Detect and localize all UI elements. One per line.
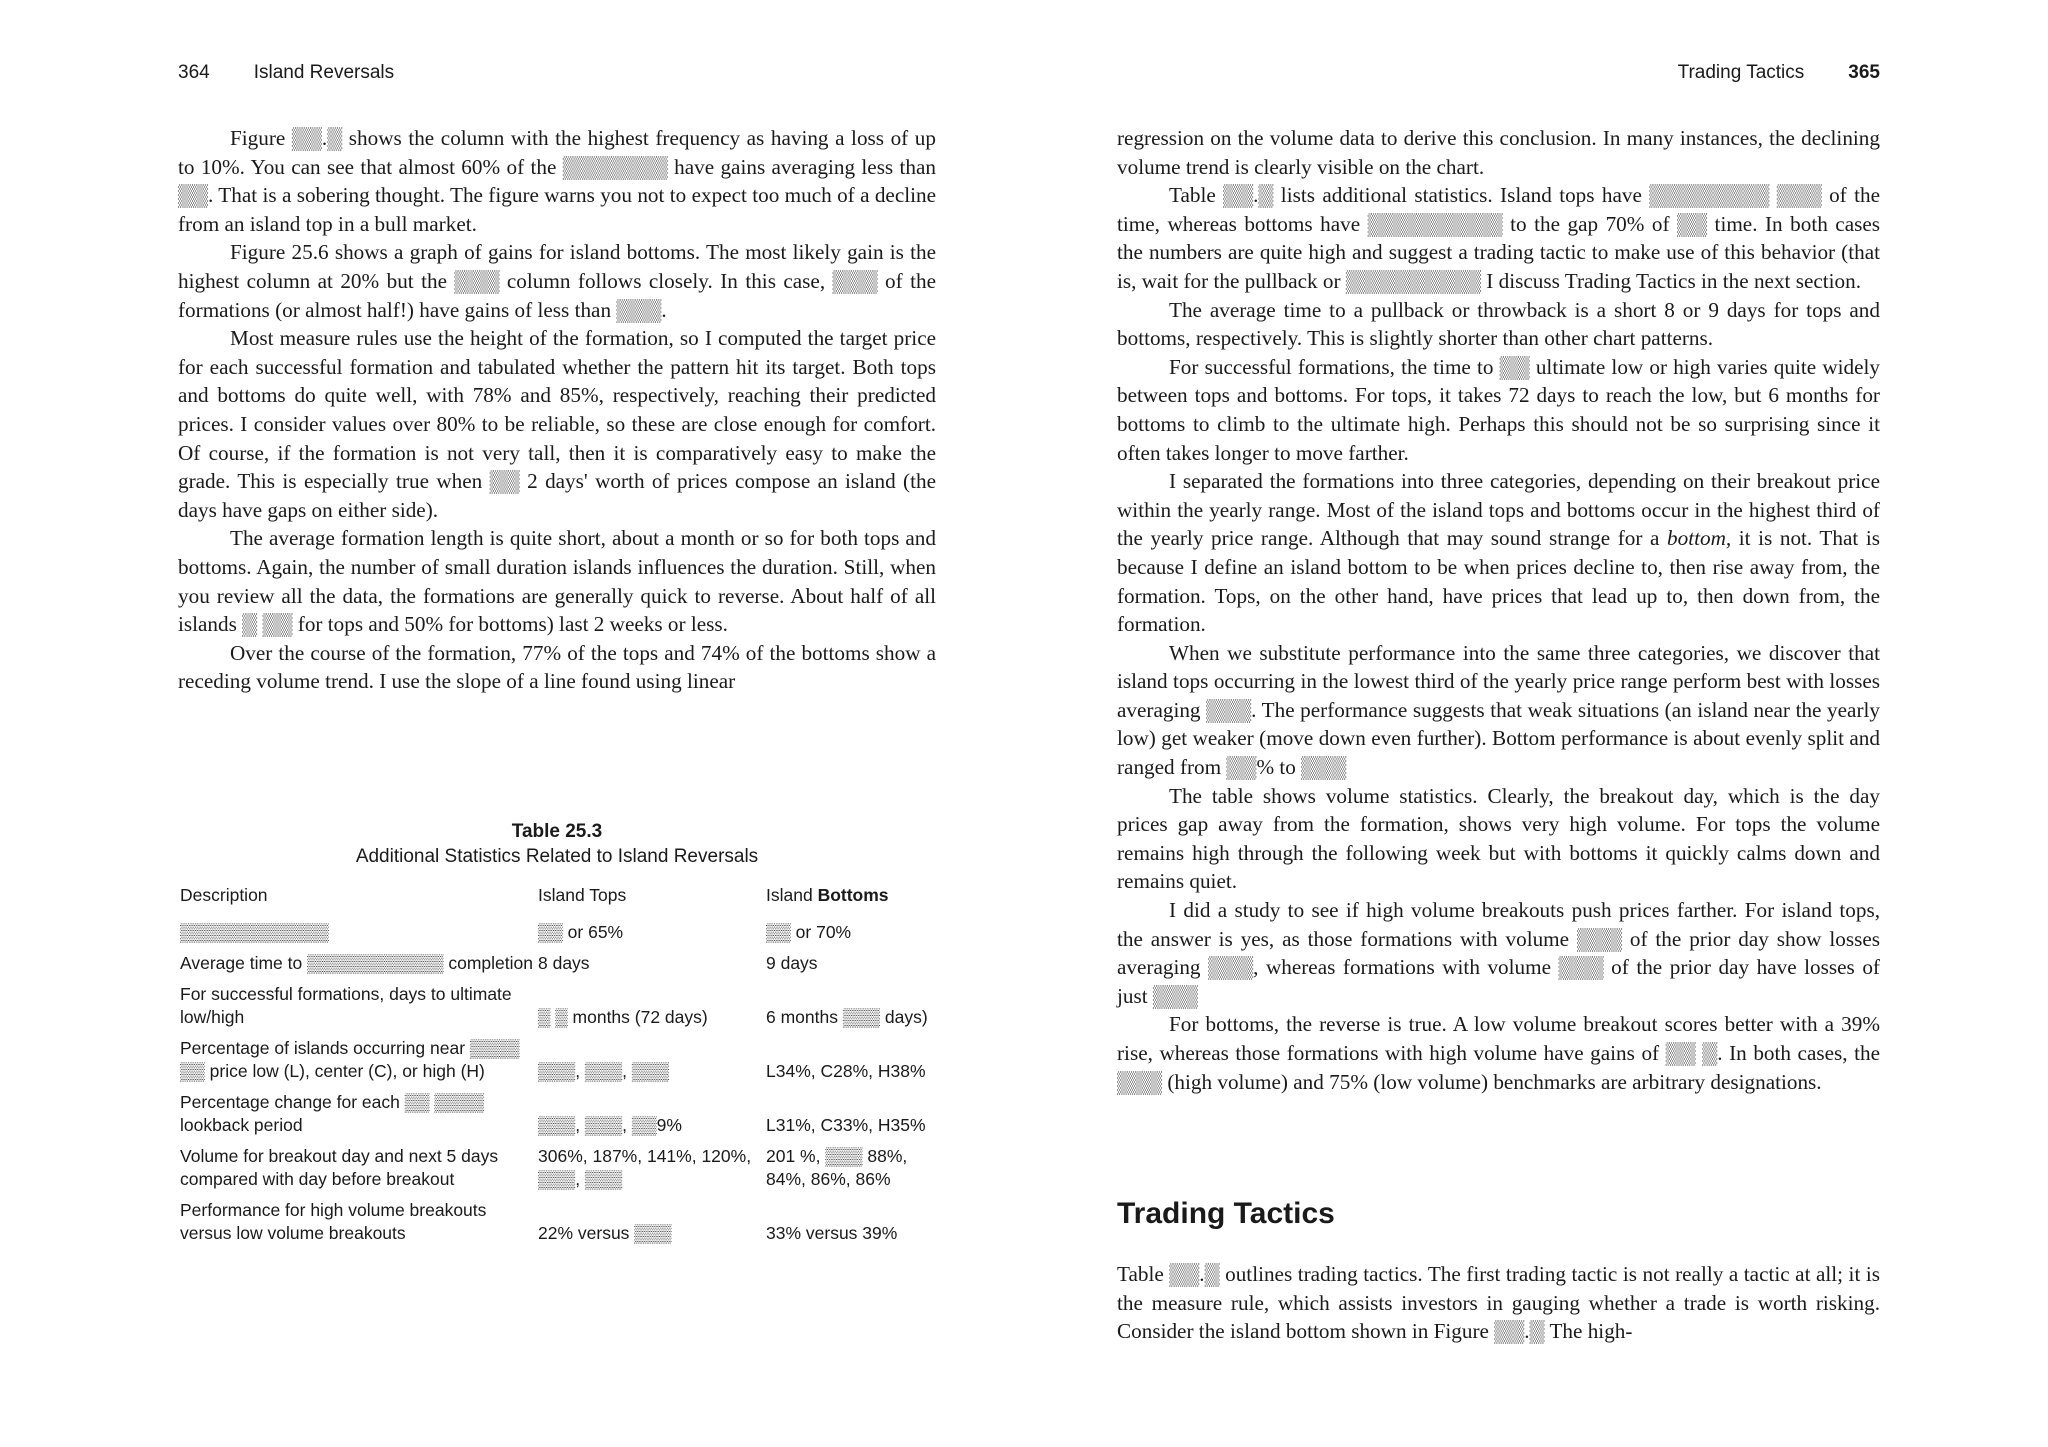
header-bottoms-prefix: Island <box>766 885 813 905</box>
row-tops-value: ▒▒▒, ▒▒▒, ▒▒▒ <box>538 1061 670 1081</box>
table-row <box>178 917 936 948</box>
paragraph: regression on the volume data to derive this conclusion. In many instances, the declining volume trend is clearly visible on the chart. <box>1117 126 1880 179</box>
row-tops-value: 22% versus ▒▒▒ <box>538 1223 672 1243</box>
right-running-title: Trading Tactics <box>1677 62 1805 83</box>
emphasis: bottom, <box>1667 526 1732 551</box>
row-bottoms-value: L31%, C33%, H35% <box>766 1115 926 1135</box>
table-row <box>178 1033 936 1087</box>
table-row <box>178 948 936 979</box>
header-description: Description <box>180 885 268 905</box>
row-description: ▒▒▒▒▒▒▒▒▒▒▒▒ <box>180 922 329 942</box>
row-bottoms-value: 33% versus 39% <box>766 1223 898 1243</box>
paragraph-text: I separated the formations into three categories, depending on their breakout price within the yearly range. Most of the island tops and bottoms occur in the highest third of the yearly price range. Although that may sound strange for a <box>1117 469 1880 551</box>
table-row <box>178 1087 936 1141</box>
section-body-text <box>1117 1260 1880 1346</box>
paragraph: Figure 25.6 shows a graph of gains for island bottoms. The most likely gain is the highest column at 20% but the ▒▒▒ column follows closely. In this case, ▒▒▒ of the formations (or almost half!) have gains of less than ▒▒▒. <box>178 240 936 322</box>
statistics-table <box>178 884 936 1249</box>
left-running-title: Island Reversals <box>253 62 395 83</box>
paragraph: Table ▒▒.▒ outlines trading tactics. The first trading tactic is not really a tactic at all; it is the measure rule, which assists investors in gauging whether a trade is worth risking. Consider the island bottom shown in Figure ▒▒.▒ The high- <box>1117 1262 1880 1344</box>
paragraph <box>1117 467 1880 639</box>
left-body-text <box>178 124 936 696</box>
row-description: Average time to ▒▒▒▒▒▒▒▒▒▒▒ completion <box>180 953 533 973</box>
paragraph: The average time to a pullback or throwback is a short 8 or 9 days for tops and bottoms, respectively. This is slightly shorter than other chart patterns. <box>1117 297 1880 351</box>
table-caption-text: Additional Statistics Related to Island Reversals <box>355 846 759 867</box>
paragraph: Most measure rules use the height of the formation, so I computed the target price for each successful formation and tabulated whether the pattern hit its target. Both tops and bottoms do quite well, with 78% and 85%, respectively, reaching their predicted prices. I consider values over 80% to be reliable, so these are close enough for comfort. Of course, if the formation is not very tall, then it is comparatively easy to make the grade. This is especially true when ▒▒ 2 days' worth of prices compose an island (the days have gaps on either side). <box>178 326 936 522</box>
section-heading: Trading Tactics <box>1117 1197 1335 1230</box>
row-tops-value: ▒▒▒, ▒▒▒, ▒▒9% <box>538 1115 682 1135</box>
paragraph: I did a study to see if high volume breakouts push prices farther. For island tops, the answer is yes, as those formations with volume ▒▒▒ of the prior day show losses averaging ▒▒▒, whereas formations with volume ▒▒▒ of the prior day have losses of just ▒▒▒ <box>1117 898 1880 1008</box>
row-description: Performance for high volume breakouts versus low volume breakouts <box>180 1200 487 1243</box>
row-description: Percentage of islands occurring near ▒▒▒▒ ▒▒ price low (L), center (C), or high (H) <box>180 1038 520 1081</box>
row-tops-value: ▒ ▒ months (72 days) <box>538 1007 708 1027</box>
table-caption <box>178 819 936 869</box>
row-tops-value: ▒▒ or 65% <box>538 922 624 942</box>
row-bottoms-value: 201 %, ▒▒▒ 88%, 84%, 86%, 86% <box>766 1146 908 1189</box>
paragraph: The table shows volume statistics. Clearly, the breakout day, which is the day prices gap away from the formation, shows very high volume. For tops the volume remains high through the following week but with bottoms it quickly calms down and remains quiet. <box>1117 783 1880 894</box>
paragraph: Over the course of the formation, 77% of the tops and 74% of the bottoms show a receding volume trend. I use the slope of a line found using linear <box>178 640 936 694</box>
paragraph: For bottoms, the reverse is true. A low volume breakout scores better with a 39% rise, whereas those formations with high volume have gains of ▒▒ ▒. In both cases, the ▒▒▒ (high volume) and 75% (low volume) benchmarks are arbitrary designations. <box>1117 1012 1880 1094</box>
table-row <box>178 1141 936 1195</box>
table-row <box>178 1195 936 1249</box>
paragraph: When we substitute performance into the same three categories, we discover that island tops occurring in the lowest third of the yearly price range perform best with losses averaging ▒▒▒. The performance suggests that weak situations (an island near the yearly low) get weaker (move down even further). Bottom performance is about evenly split and ranged from ▒▒% to ▒▒▒ <box>1117 640 1880 780</box>
table-number: Table 25.3 <box>511 821 603 842</box>
right-body-text <box>1117 124 1880 1096</box>
paragraph: The average formation length is quite short, about a month or so for both tops and bottoms. Again, the number of small duration islands influences the duration. Still, when you review all the data, the formations are generally quick to reverse. About half of all islands ▒ ▒▒ for tops and 50% for bottoms) last 2 weeks or less. <box>178 526 936 637</box>
row-description: For successful formations, days to ultimate low/high <box>180 984 512 1027</box>
row-tops-value: 306%, 187%, 141%, 120%, ▒▒▒, ▒▒▒ <box>538 1146 752 1189</box>
left-page-number: 364 <box>178 62 210 83</box>
row-bottoms-value: 6 months ▒▒▒ days) <box>766 1007 928 1027</box>
paragraph: Table ▒▒.▒ lists additional statistics. Island tops have ▒▒▒▒▒▒▒▒ ▒▒▒ of the time, whereas bottoms have ▒▒▒▒▒▒▒▒▒ to the gap 70% of ▒▒ time. In both cases the numbers are quite high and suggest a trading tactic to make use of this behavior (that is, wait for the pullback or ▒▒▒▒▒▒▒▒▒ I discuss Trading Tactics in the next section. <box>1117 183 1880 293</box>
header-island-bottoms <box>764 884 936 917</box>
table-header-row <box>178 884 936 917</box>
table-row <box>178 979 936 1033</box>
header-island-tops: Island Tops <box>538 885 627 905</box>
paragraph: Figure ▒▒.▒ shows the column with the highest frequency as having a loss of up to 10%. You can see that almost 60% of the ▒▒▒▒▒▒▒ have gains averaging less than ▒▒. That is a sobering thought. The figure warns you not to expect too much of a decline from an island top in a bull market. <box>178 126 936 236</box>
header-bottoms-bold: Bottoms <box>817 885 889 905</box>
right-page-number: 365 <box>1848 62 1880 83</box>
row-bottoms-value: L34%, C28%, H38% <box>766 1061 926 1081</box>
row-bottoms-value: ▒▒ or 70% <box>766 922 852 942</box>
row-tops-value: 8 days <box>538 953 590 973</box>
paragraph: For successful formations, the time to ▒▒ ultimate low or high varies quite widely between tops and bottoms. For tops, it takes 72 days to reach the low, but 6 months for bottoms to climb to the ultimate high. Perhaps this should not be so surprising since it often takes longer to move farther. <box>1117 354 1880 465</box>
row-description: Volume for breakout day and next 5 days compared with day before breakout <box>180 1146 499 1189</box>
left-running-head <box>178 60 394 86</box>
row-bottoms-value: 9 days <box>766 953 818 973</box>
row-description: Percentage change for each ▒▒ ▒▒▒▒ lookback period <box>180 1092 484 1135</box>
paragraph-text: it is not. That is because I define an island bottom to be when prices decline to, then rise away from, the formation. Tops, on the other hand, have prices that lead up to, then down from, the formation. <box>1117 526 1880 637</box>
right-running-head <box>1678 60 1880 86</box>
